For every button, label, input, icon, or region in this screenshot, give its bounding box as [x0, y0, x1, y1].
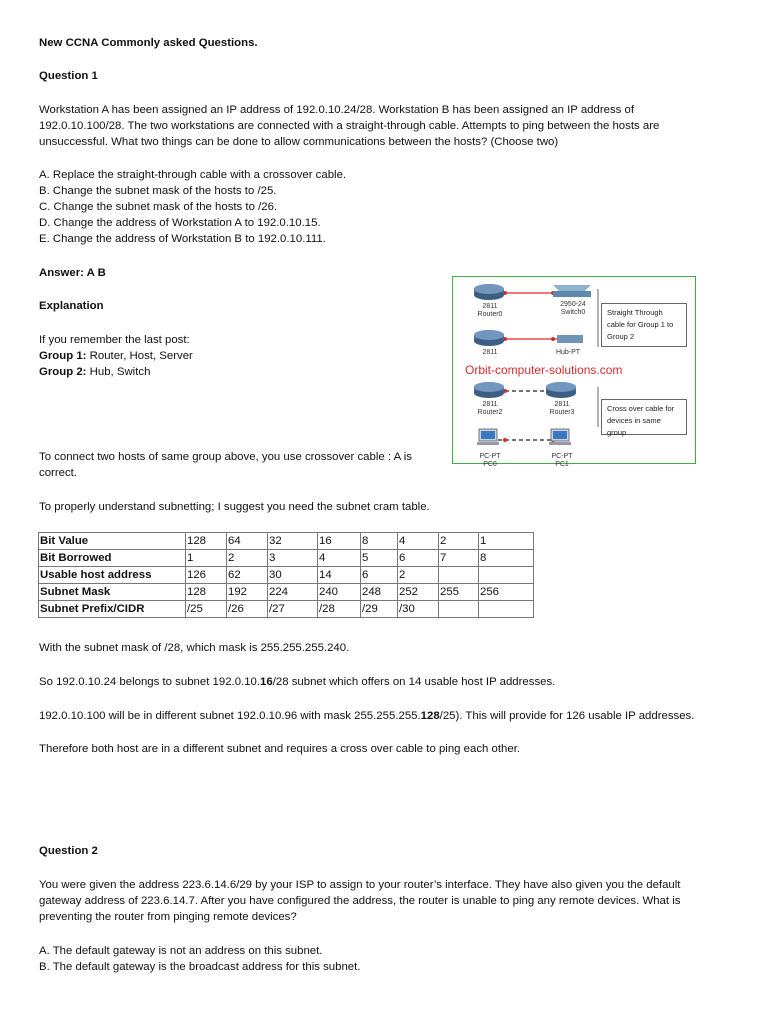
router2-label: [475, 401, 505, 417]
table-cell: 128: [186, 584, 227, 601]
router-icon: [474, 284, 504, 300]
table-cell: 126: [186, 567, 227, 584]
table-cell: /30: [398, 601, 439, 618]
table-row: [39, 601, 534, 618]
q1-text-line-2: 192.0.10.100/28. The two workstations are connected with a straight-through cable. Attempts to ping between the hosts are: [39, 120, 660, 132]
therefore-line: Therefore both host are in a different subnet and requires a cross over cable to ping each other.: [39, 743, 521, 755]
table-cell: 32: [268, 533, 318, 550]
table-cell: /27: [268, 601, 318, 618]
router0-name: Router0: [477, 311, 503, 318]
table-row: [39, 533, 534, 550]
table-row: [39, 584, 534, 601]
table-cell: 14: [318, 567, 361, 584]
table-row: [39, 550, 534, 567]
pc0-model: PC-PT: [479, 453, 501, 460]
connect-line-1: To connect two hosts of same group above, you use crossover cable : A is: [39, 451, 412, 463]
table-cell: 1: [479, 533, 534, 550]
pc-icon: [477, 429, 499, 445]
table-cell: 7: [439, 550, 479, 567]
question-2-heading: Question 2: [39, 845, 98, 857]
q1-answer: Answer: A B: [39, 267, 106, 279]
router-icon: [474, 382, 504, 398]
table-cell: 16: [318, 533, 361, 550]
hub-name: Hub-PT: [555, 349, 581, 356]
q1-option-b: B. Change the subnet mask of the hosts to /25.: [39, 185, 277, 197]
pc0-label: [475, 453, 505, 469]
pc-icon: [549, 429, 571, 445]
belongs-bold: 16: [260, 676, 273, 688]
q2-option-b: B. The default gateway is the broadcast address for this subnet.: [39, 961, 361, 973]
q1-text-line-1: Workstation A has been assigned an IP address of 192.0.10.24/28. Workstation B has been assigned an IP address of: [39, 104, 635, 116]
table-cell: [439, 567, 479, 584]
table-cell: 2: [398, 567, 439, 584]
diff-bold: 128: [420, 710, 440, 722]
q2-option-a: A. The default gateway is not an address on this subnet.: [39, 945, 323, 957]
table-cell: 6: [398, 550, 439, 567]
row-label: Subnet Prefix/CIDR: [39, 601, 186, 618]
router0-model: 2811: [482, 303, 498, 310]
table-cell: 240: [318, 584, 361, 601]
diff-post: /25). This will provide for 126 usable IP addresses.: [439, 710, 695, 722]
q2-text-line-2: gateway address of 223.6.14.7. After you have configured the address, the router is unable to ping any remote devices. What is: [39, 895, 681, 907]
belongs-line: [39, 674, 555, 690]
router3-name: Router3: [549, 409, 575, 416]
different-subnet-line: [39, 708, 694, 724]
pc0-name: PC0: [483, 461, 497, 468]
table-cell: /29: [361, 601, 398, 618]
switch-icon: [553, 285, 591, 297]
switch0-label: [553, 301, 593, 317]
q1-text-line-3: unsuccessful. What two things can be done to allow communications between the hosts? (Choose two): [39, 136, 559, 148]
connect-line-2: correct.: [39, 467, 77, 479]
group-2-label: Group 2:: [39, 366, 87, 378]
table-cell: 248: [361, 584, 398, 601]
table-cell: 2: [439, 533, 479, 550]
q1-option-c: C. Change the subnet mask of the hosts to /26.: [39, 201, 278, 213]
subnetting-line: To properly understand subnetting; I suggest you need the subnet cram table.: [39, 501, 430, 513]
row-label: Usable host address: [39, 567, 186, 584]
router3-label: [547, 401, 577, 417]
table-row: [39, 567, 534, 584]
table-cell: [479, 567, 534, 584]
group-1-label: Group 1:: [39, 350, 87, 362]
table-cell: 1: [186, 550, 227, 567]
hub-icon: [557, 335, 583, 343]
group-1-line: [39, 348, 193, 364]
router1-model: 2811: [482, 349, 498, 356]
question-1-heading: Question 1: [39, 70, 98, 82]
row-label: Subnet Mask: [39, 584, 186, 601]
network-diagram-figure: [452, 276, 696, 468]
table-cell: 5: [361, 550, 398, 567]
table-cell: /26: [227, 601, 268, 618]
belongs-post: /28 subnet which offers on 14 usable host IP addresses.: [272, 676, 556, 688]
q2-text-line-1: You were given the address 223.6.14.6/29 by your ISP to assign to your router’s interface. They have also given you the default: [39, 879, 681, 891]
subnet-table-body: [39, 533, 534, 618]
q1-option-e: E. Change the address of Workstation B to 192.0.10.111.: [39, 233, 326, 245]
table-cell: 255: [439, 584, 479, 601]
table-cell: 192: [227, 584, 268, 601]
switch0-name: Switch0: [560, 309, 586, 316]
pc1-label: [547, 453, 577, 469]
q2-text-line-3: preventing the router from pinging remote devices?: [39, 911, 297, 923]
callout-crossover: Cross over cable for devices in same group: [601, 399, 687, 435]
table-cell: 252: [398, 584, 439, 601]
row-label: Bit Borrowed: [39, 550, 186, 567]
subnet-cram-table: [38, 532, 534, 618]
q1-option-a: A. Replace the straight-through cable with a crossover cable.: [39, 169, 347, 181]
router2-model: 2811: [482, 401, 498, 408]
q1-option-d: D. Change the address of Workstation A to 192.0.10.15.: [39, 217, 321, 229]
table-cell: 3: [268, 550, 318, 567]
explanation-heading: Explanation: [39, 300, 104, 312]
watermark-text: Orbit-computer-solutions.com: [465, 363, 623, 377]
cable-end-dot: [551, 337, 555, 341]
table-cell: 8: [479, 550, 534, 567]
remember-line: If you remember the last post:: [39, 334, 190, 346]
pc1-model: PC-PT: [551, 453, 573, 460]
group-1-text: Router, Host, Server: [86, 350, 193, 362]
table-cell: /25: [186, 601, 227, 618]
doc-title: New CCNA Commonly asked Questions.: [39, 37, 258, 49]
switch0-model: 2950-24: [560, 301, 586, 308]
table-cell: 2: [227, 550, 268, 567]
group-2-text: Hub, Switch: [86, 366, 151, 378]
table-cell: 64: [227, 533, 268, 550]
diff-pre: 192.0.10.100 will be in different subnet 192.0.10.96 with mask 255.255.255.: [39, 710, 421, 722]
router3-model: 2811: [554, 401, 570, 408]
router0-label: [475, 303, 505, 319]
table-cell: 30: [268, 567, 318, 584]
table-cell: 62: [227, 567, 268, 584]
table-cell: 4: [318, 550, 361, 567]
table-cell: [479, 601, 534, 618]
table-cell: /28: [318, 601, 361, 618]
router-icon: [474, 330, 504, 346]
row-label: Bit Value: [39, 533, 186, 550]
mask-line: With the subnet mask of /28, which mask is 255.255.255.240.: [39, 642, 350, 654]
cable-end-dot: [503, 438, 507, 442]
table-cell: 224: [268, 584, 318, 601]
table-cell: 8: [361, 533, 398, 550]
table-cell: 128: [186, 533, 227, 550]
pc1-name: PC1: [555, 461, 569, 468]
table-cell: 6: [361, 567, 398, 584]
callout-straight-through: Straight Through cable for Group 1 to Group 2: [601, 303, 687, 347]
table-cell: [439, 601, 479, 618]
router-icon: [546, 382, 576, 398]
router2-name: Router2: [477, 409, 503, 416]
table-cell: 4: [398, 533, 439, 550]
table-cell: 256: [479, 584, 534, 601]
group-2-line: [39, 364, 150, 380]
belongs-pre: So 192.0.10.24 belongs to subnet 192.0.10.: [39, 676, 261, 688]
